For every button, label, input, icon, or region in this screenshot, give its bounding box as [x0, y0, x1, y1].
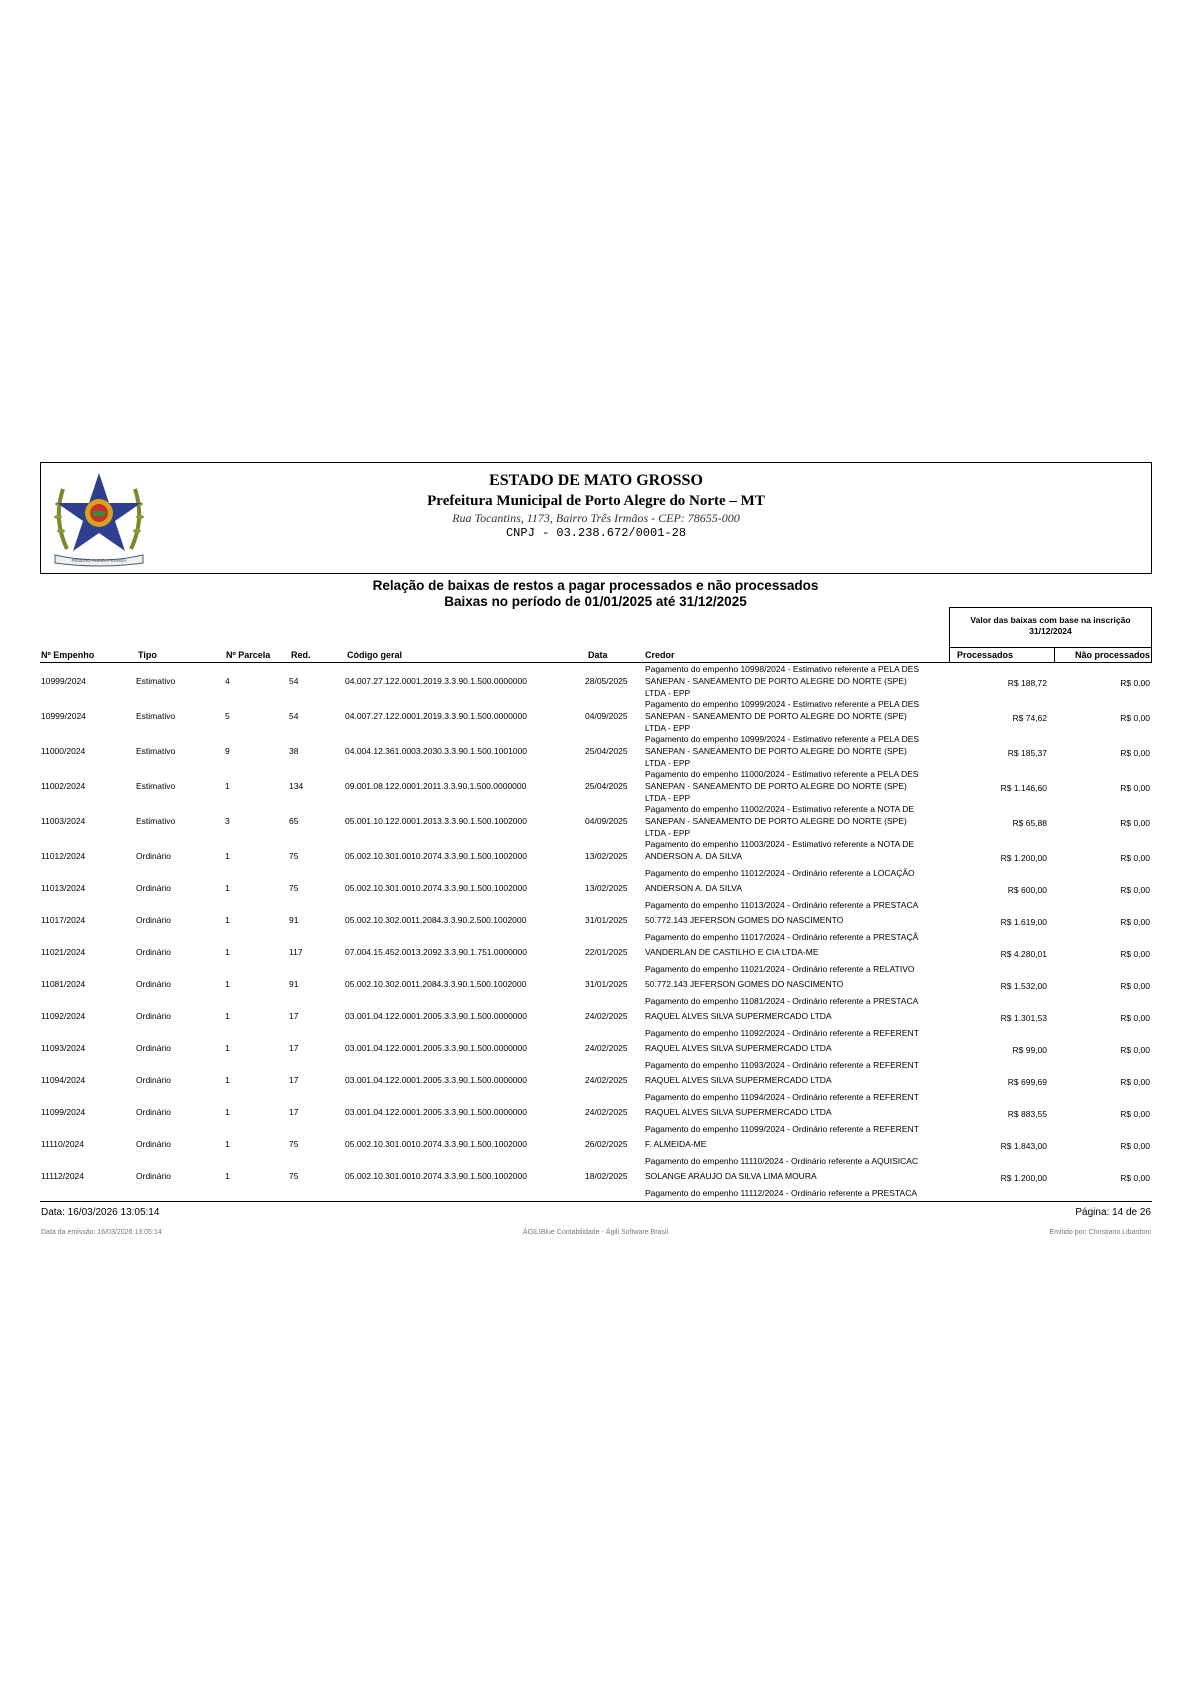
prefecture-name: Prefeitura Municipal de Porto Alegre do Norte – MT [427, 493, 765, 509]
table-row [0, 1091, 1191, 1134]
col-credor: Credor [645, 650, 675, 660]
footer-software: ÁGILIBlue Contabilidade - Ágili Software Brasil [522, 1229, 669, 1236]
cell-empenho: 11021/2024 [41, 947, 86, 957]
cell-empenho: 11002/2024 [41, 781, 86, 791]
cell-red: 134 [289, 781, 304, 791]
cell-processados: R$ 699,69 [1007, 1077, 1047, 1087]
cell-empenho: 11110/2024 [41, 1139, 85, 1149]
cell-parcela: 1 [225, 947, 230, 957]
cell-data: 24/02/2025 [585, 1011, 628, 1021]
report-subtitle: Baixas no período de 01/01/2025 até 31/12/2025 [444, 594, 747, 609]
cell-tipo: Estimativo [136, 781, 176, 791]
cell-parcela: 4 [225, 676, 230, 686]
cell-red: 65 [289, 816, 299, 826]
cell-tipo: Ordinário [136, 979, 171, 989]
cell-nao-processados: R$ 0,00 [1120, 748, 1150, 758]
table-row [0, 838, 1191, 878]
cell-nao-processados: R$ 0,00 [1120, 917, 1150, 927]
cell-tipo: Ordinário [136, 915, 171, 925]
cell-codigo: 03.001.04.122.0001.2005.3.3.90.1.500.0000000 [345, 1107, 527, 1117]
cell-codigo: 09.001.08.122.0001.2011.3.3.90.1.500.0000000 [345, 781, 527, 791]
report-header [40, 462, 1152, 574]
cell-tipo: Ordinário [136, 1139, 171, 1149]
col-data: Data [588, 650, 608, 660]
cell-nao-processados: R$ 0,00 [1120, 818, 1150, 828]
cell-parcela: 1 [225, 915, 230, 925]
credor-line: RAQUEL ALVES SILVA SUPERMERCADO LTDA [645, 1011, 832, 1021]
cell-tipo: Estimativo [136, 816, 176, 826]
credor-line: F. ALMEIDA-ME [645, 1139, 707, 1149]
cell-nao-processados: R$ 0,00 [1120, 949, 1150, 959]
cell-credor [645, 804, 951, 839]
cell-codigo: 05.002.10.301.0010.2074.3.3.90.1.500.1002000 [345, 1171, 527, 1181]
cell-processados: R$ 883,55 [1007, 1109, 1047, 1119]
table-row [0, 1123, 1191, 1166]
credor-line: RAQUEL ALVES SILVA SUPERMERCADO LTDA [645, 1043, 832, 1053]
credor-line: Pagamento do empenho 11099/2024 - Ordinário referente a REFERENT [645, 1123, 919, 1134]
cell-data: 28/05/2025 [585, 676, 628, 686]
cell-credor [645, 664, 951, 699]
credor-line: VANDERLAN DE CASTILHO E CIA LTDA-ME [645, 947, 819, 957]
col-parcela: Nº Parcela [226, 650, 271, 660]
cell-parcela: 1 [225, 1107, 230, 1117]
cell-codigo: 05.002.10.302.0011.2084.3.3.90.2.500.1002000 [345, 915, 527, 925]
credor-line: SANEPAN - SANEAMENTO DE PORTO ALEGRE DO NORTE (SPE) [645, 780, 907, 791]
cell-codigo: 04.007.27.122.0001.2019.3.3.90.1.500.0000000 [345, 711, 527, 721]
cell-red: 75 [289, 1171, 299, 1181]
cell-empenho: 11012/2024 [41, 851, 86, 861]
credor-line: Pagamento do empenho 11112/2024 - Ordinário referente a PRESTACA [645, 1187, 918, 1198]
cell-processados: R$ 1.843,00 [1000, 1141, 1047, 1151]
cell-codigo: 07.004.15.452.0013.2092.3.3.90.1.751.0000000 [345, 947, 527, 957]
credor-line: 50.772.143 JEFERSON GOMES DO NASCIMENTO [645, 979, 844, 989]
cell-data: 04/09/2025 [585, 816, 628, 826]
col-empenho: Nº Empenho [41, 650, 95, 660]
credor-line: Pagamento do empenho 10999/2024 - Estimativo referente a PELA DES [645, 734, 920, 744]
table-row [0, 768, 1191, 803]
cell-red: 75 [289, 851, 299, 861]
credor-line: ANDERSON A. DA SILVA [645, 850, 742, 861]
cell-codigo: 05.001.10.122.0001.2013.3.3.90.1.500.1002000 [345, 816, 527, 826]
cell-codigo: 05.002.10.301.0010.2074.3.3.90.1.500.1002000 [345, 851, 527, 861]
cell-red: 91 [289, 979, 299, 989]
credor-line: LTDA - EPP [645, 722, 691, 733]
cell-codigo: 05.002.10.302.0011.2084.3.3.90.1.500.1002000 [345, 979, 527, 989]
credor-line: RAQUEL ALVES SILVA SUPERMERCADO LTDA [645, 1075, 832, 1085]
cell-processados: R$ 1.200,00 [1000, 1173, 1047, 1183]
cell-tipo: Ordinário [136, 1075, 171, 1085]
cell-processados: R$ 1.200,00 [1000, 853, 1047, 863]
cell-empenho: 11013/2024 [41, 883, 86, 893]
cell-red: 17 [289, 1107, 299, 1117]
cell-empenho: 11093/2024 [41, 1043, 86, 1053]
table-bottom-line [40, 1201, 1152, 1202]
prefecture-cnpj: CNPJ - 03.238.672/0001-28 [505, 526, 687, 540]
credor-line: Pagamento do empenho 10998/2024 - Estimativo referente a PELA DES [645, 664, 920, 674]
cell-data: 25/04/2025 [585, 746, 628, 756]
cell-parcela: 9 [225, 746, 230, 756]
cell-nao-processados: R$ 0,00 [1120, 1013, 1150, 1023]
col-tipo: Tipo [138, 650, 157, 660]
cell-parcela: 1 [225, 1139, 230, 1149]
table-row [0, 663, 1191, 698]
footer-emission-date: Data da emissão: 16/03/2026 13:05:14 [41, 1229, 162, 1236]
credor-line: Pagamento do empenho 11000/2024 - Estimativo referente a PELA DES [645, 769, 919, 779]
cell-empenho: 11099/2024 [41, 1107, 86, 1117]
credor-line: Pagamento do empenho 11110/2024 - Ordinário referente a AQUISICAC [645, 1155, 919, 1166]
cell-data: 24/02/2025 [585, 1107, 628, 1117]
cell-red: 117 [289, 947, 303, 957]
cell-nao-processados: R$ 0,00 [1120, 981, 1150, 991]
cell-red: 91 [289, 915, 299, 925]
col-nao-processados: Não processados [1074, 650, 1150, 660]
cell-nao-processados: R$ 0,00 [1120, 1173, 1150, 1183]
credor-line: LTDA - EPP [645, 687, 691, 698]
cell-parcela: 1 [225, 781, 230, 791]
cell-red: 17 [289, 1011, 299, 1021]
cell-tipo: Ordinário [136, 1107, 171, 1117]
cell-tipo: Ordinário [136, 1171, 171, 1181]
cell-parcela: 1 [225, 1011, 230, 1021]
cell-nao-processados: R$ 0,00 [1120, 853, 1150, 863]
cell-processados: R$ 1.301,53 [1000, 1013, 1047, 1023]
cell-parcela: 1 [225, 1043, 230, 1053]
cell-credor [645, 769, 951, 804]
cell-nao-processados: R$ 0,00 [1120, 885, 1150, 895]
cell-red: 17 [289, 1043, 299, 1053]
cell-credor [645, 734, 951, 769]
credor-line: SANEPAN - SANEAMENTO DE PORTO ALEGRE DO NORTE (SPE) [645, 710, 907, 721]
cell-processados: R$ 1.619,00 [1000, 917, 1047, 927]
cell-empenho: 11092/2024 [41, 1011, 86, 1021]
cell-data: 31/01/2025 [585, 979, 628, 989]
cell-nao-processados: R$ 0,00 [1120, 678, 1150, 688]
cell-red: 54 [289, 676, 299, 686]
col-red: Red. [291, 650, 311, 660]
cell-processados: R$ 1.532,00 [1000, 981, 1047, 991]
credor-line: LTDA - EPP [645, 792, 691, 803]
cell-tipo: Estimativo [136, 676, 176, 686]
credor-line: SANEPAN - SANEAMENTO DE PORTO ALEGRE DO NORTE (SPE) [645, 815, 907, 826]
credor-line: SANEPAN - SANEAMENTO DE PORTO ALEGRE DO NORTE (SPE) [645, 745, 907, 756]
table-row [0, 1059, 1191, 1102]
footer-date: Data: 16/03/2026 13:05:14 [41, 1207, 160, 1218]
cell-red: 38 [289, 746, 299, 756]
table-row [0, 931, 1191, 974]
cell-codigo: 03.001.04.122.0001.2005.3.3.90.1.500.0000000 [345, 1043, 527, 1053]
value-box-label: Valor das baixas com base na inscrição 31/12/2024 [949, 607, 1152, 648]
credor-line: Pagamento do empenho 11081/2024 - Ordinário referente a PRESTACA [645, 995, 919, 1006]
cell-tipo: Ordinário [136, 1011, 171, 1021]
cell-processados: R$ 99,00 [1012, 1045, 1047, 1055]
cell-parcela: 5 [225, 711, 230, 721]
cell-data: 04/09/2025 [585, 711, 628, 721]
cell-nao-processados: R$ 0,00 [1120, 713, 1150, 723]
cell-parcela: 1 [225, 1171, 230, 1181]
cell-nao-processados: R$ 0,00 [1120, 1141, 1150, 1151]
cell-processados: R$ 600,00 [1007, 885, 1047, 895]
cell-tipo: Ordinário [136, 1043, 171, 1053]
table-row [0, 698, 1191, 733]
prefecture-address: Rua Tocantins, 1173, Bairro Três Irmãos - CEP: 78655-000 [452, 511, 740, 525]
col-codigo: Código geral [347, 650, 403, 660]
cell-tipo: Ordinário [136, 883, 171, 893]
credor-line: LTDA - EPP [645, 757, 691, 768]
cell-codigo: 04.004.12.361.0003.2030.3.3.90.1.500.1001000 [345, 746, 527, 756]
cell-processados: R$ 74,62 [1012, 713, 1047, 723]
cell-empenho: 11017/2024 [41, 915, 86, 925]
table-row [0, 995, 1191, 1038]
cell-data: 26/02/2025 [585, 1139, 628, 1149]
cell-red: 75 [289, 1139, 299, 1149]
cell-parcela: 1 [225, 1075, 230, 1085]
cell-empenho: 11112/2024 [41, 1171, 85, 1181]
cell-red: 75 [289, 883, 299, 893]
cell-empenho: 10999/2024 [41, 711, 86, 721]
cell-processados: R$ 185,37 [1007, 748, 1047, 758]
credor-line: Pagamento do empenho 11093/2024 - Ordinário referente a REFERENT [645, 1059, 919, 1070]
cell-tipo: Estimativo [136, 746, 176, 756]
cell-codigo: 03.001.04.122.0001.2005.3.3.90.1.500.0000000 [345, 1075, 527, 1085]
col-processados: Processados [956, 650, 1013, 660]
cell-nao-processados: R$ 0,00 [1120, 1077, 1150, 1087]
table-row [0, 1155, 1191, 1198]
cell-data: 13/02/2025 [585, 883, 628, 893]
credor-line: Pagamento do empenho 10999/2024 - Estimativo referente a PELA DES [645, 699, 920, 709]
credor-line: RAQUEL ALVES SILVA SUPERMERCADO LTDA [645, 1107, 832, 1117]
crest-ribbon-text: PENDÃO ÁUREA FERRÉA [71, 558, 127, 563]
table-row [0, 963, 1191, 1006]
cell-tipo: Estimativo [136, 711, 176, 721]
table-row [0, 803, 1191, 838]
footer-issued-by: Emitido por: Christiano Libardoni [1049, 1229, 1151, 1236]
cell-empenho: 11094/2024 [41, 1075, 86, 1085]
table-header [40, 648, 1152, 663]
cell-processados: R$ 4.280,01 [1000, 949, 1047, 959]
cell-tipo: Ordinário [136, 851, 171, 861]
cell-codigo: 04.007.27.122.0001.2019.3.3.90.1.500.0000000 [345, 676, 527, 686]
credor-line: Pagamento do empenho 11013/2024 - Ordinário referente a PRESTACA [645, 899, 919, 910]
cell-parcela: 1 [225, 851, 230, 861]
report-title: Relação de baixas de restos a pagar processados e não processados [372, 578, 819, 593]
cell-data: 25/04/2025 [585, 781, 628, 791]
cell-processados: R$ 188,72 [1007, 678, 1047, 688]
credor-line: LTDA - EPP [645, 827, 691, 838]
credor-line: ANDERSON A. DA SILVA [645, 883, 742, 893]
cell-codigo: 05.002.10.301.0010.2074.3.3.90.1.500.1002000 [345, 1139, 527, 1149]
cell-processados: R$ 1.146,60 [1000, 783, 1047, 793]
cell-credor [645, 1171, 951, 1200]
credor-line: Pagamento do empenho 11092/2024 - Ordinário referente a REFERENT [645, 1027, 919, 1038]
cell-red: 17 [289, 1075, 299, 1085]
cell-data: 24/02/2025 [585, 1043, 628, 1053]
credor-line: SANEPAN - SANEAMENTO DE PORTO ALEGRE DO NORTE (SPE) [645, 675, 907, 686]
table-row [0, 733, 1191, 768]
credor-line: Pagamento do empenho 11003/2024 - Estimativo referente a NOTA DE [645, 839, 915, 849]
cell-data: 13/02/2025 [585, 851, 628, 861]
cell-nao-processados: R$ 0,00 [1120, 783, 1150, 793]
cell-empenho: 11081/2024 [41, 979, 86, 989]
cell-tipo: Ordinário [136, 947, 171, 957]
credor-line: 50.772.143 JEFERSON GOMES DO NASCIMENTO [645, 915, 844, 925]
state-name: ESTADO DE MATO GROSSO [489, 472, 703, 489]
cell-nao-processados: R$ 0,00 [1120, 1045, 1150, 1055]
cell-parcela: 3 [225, 816, 230, 826]
cell-red: 54 [289, 711, 299, 721]
cell-data: 22/01/2025 [585, 947, 628, 957]
credor-line: Pagamento do empenho 11021/2024 - Ordinário referente a RELATIVO [645, 963, 915, 974]
cell-parcela: 1 [225, 883, 230, 893]
cell-data: 18/02/2025 [585, 1171, 628, 1181]
cell-processados: R$ 65,88 [1012, 818, 1047, 828]
cell-nao-processados: R$ 0,00 [1120, 1109, 1150, 1119]
cell-empenho: 10999/2024 [41, 676, 86, 686]
credor-line: Pagamento do empenho 11002/2024 - Estimativo referente a NOTA DE [645, 804, 915, 814]
cell-data: 24/02/2025 [585, 1075, 628, 1085]
credor-line: Pagamento do empenho 11094/2024 - Ordinário referente a REFERENT [645, 1091, 919, 1102]
table-row [0, 1027, 1191, 1070]
cell-codigo: 03.001.04.122.0001.2005.3.3.90.1.500.0000000 [345, 1011, 527, 1021]
credor-line: Pagamento do empenho 11012/2024 - Ordinário referente a LOCAÇÃO [645, 867, 915, 878]
cell-parcela: 1 [225, 979, 230, 989]
cell-empenho: 11003/2024 [41, 816, 86, 826]
footer-page-number: Página: 14 de 26 [1075, 1207, 1151, 1218]
cell-codigo: 05.002.10.301.0010.2074.3.3.90.1.500.1002000 [345, 883, 527, 893]
cell-credor [645, 699, 951, 734]
cell-empenho: 11000/2024 [41, 746, 86, 756]
credor-line: Pagamento do empenho 11017/2024 - Ordinário referente a PRESTAÇÃ [645, 931, 919, 942]
credor-line: SOLANGE ARAUJO DA SILVA LIMA MOURA [645, 1171, 817, 1181]
cell-data: 31/01/2025 [585, 915, 628, 925]
table-row [0, 899, 1191, 942]
table-row [0, 867, 1191, 910]
